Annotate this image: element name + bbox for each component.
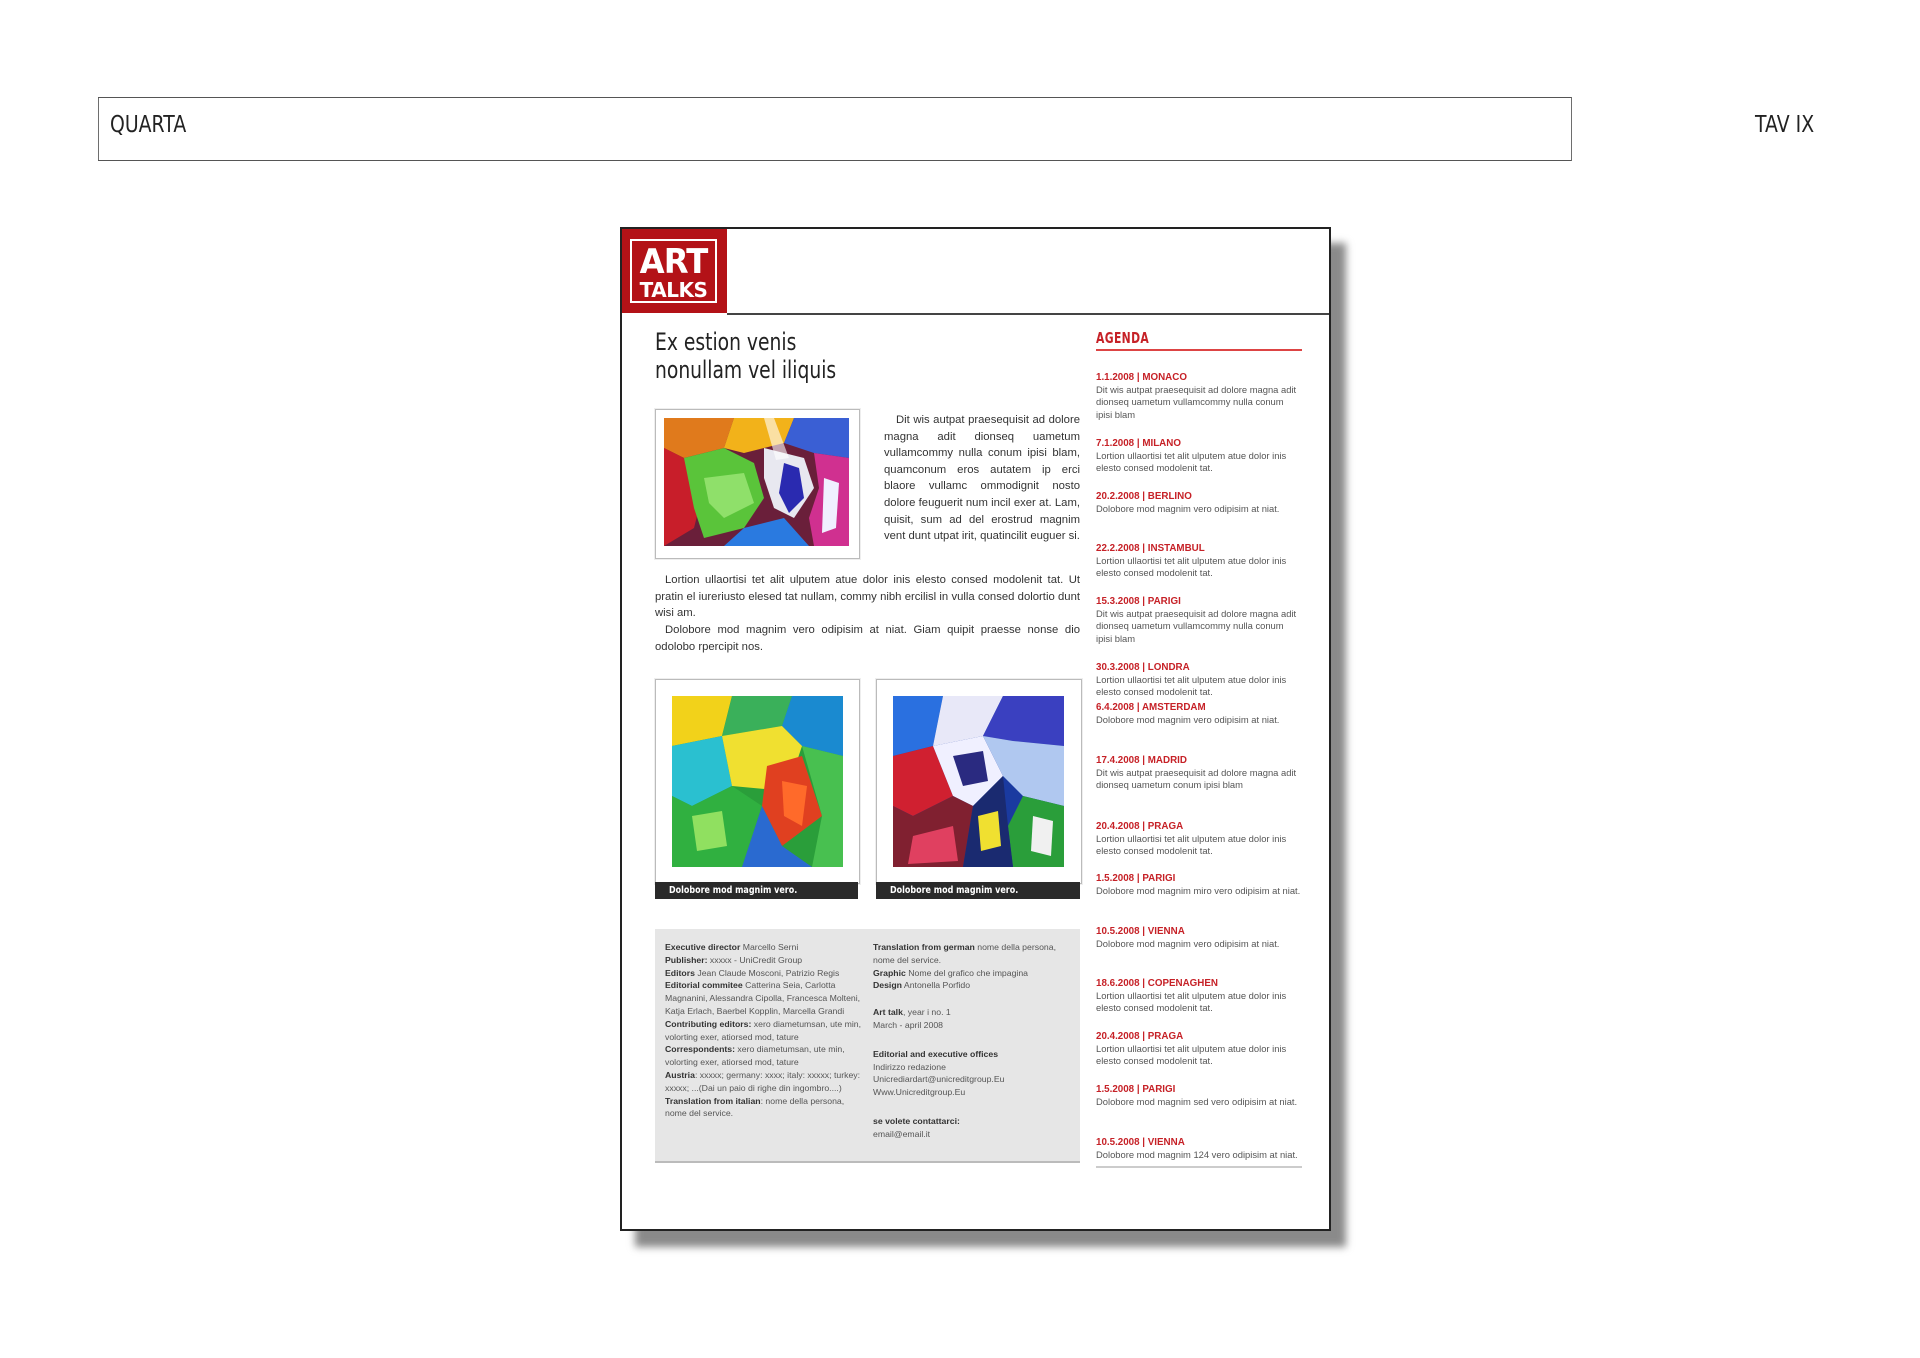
caption-right-text: Dolobore mod magnim vero.	[890, 885, 1019, 896]
agenda-item	[1096, 661, 1302, 699]
agenda-item	[1096, 542, 1302, 580]
agenda-item-text: Dolobore mod magnim 124 vero odipisim at niat.	[1096, 1149, 1298, 1160]
agenda-item-text: Dit wis autpat praesequisit ad dolore magna adit dionseq uametum conum ipisi blam	[1096, 767, 1297, 791]
agenda-item-text: Dolobore mod magnim sed vero odipisim at niat.	[1096, 1096, 1298, 1107]
credit-line	[665, 1043, 865, 1069]
agenda-item-date: 15.3.2008 | PARIGI	[1096, 596, 1181, 607]
art-talks-logo	[622, 229, 727, 313]
agenda-item-text: Dit wis autpat praesequisit ad dolore magna adit dionseq uametum vullamcommy nulla conum ipisi blam	[1096, 384, 1297, 420]
credit-line	[873, 1086, 1073, 1099]
caption-right	[876, 882, 1080, 899]
sheet-right-label: TAV IX	[1754, 112, 1814, 138]
credit-line	[873, 967, 1073, 980]
logo-line-1: ART	[639, 242, 708, 282]
caption-left-text: Dolobore mod magnim vero.	[669, 885, 798, 896]
credit-text: xxxxx - UniCredit Group	[707, 954, 803, 965]
credit-line	[873, 1073, 1073, 1086]
credit-text: xero diametumsan, ute min, volorting exer, atiorsed mod, tature	[665, 1044, 845, 1068]
credit-line	[665, 941, 865, 954]
credit-line	[873, 941, 1073, 967]
credit-text: Indirizzo redazione	[873, 1061, 946, 1072]
logo-line-2: TALKS	[639, 278, 708, 302]
credit-label: Art talk	[873, 1007, 903, 1018]
credit-text: Marcello Serni	[740, 942, 799, 952]
credit-label: Austria	[665, 1069, 695, 1080]
credit-label: Executive director	[665, 942, 741, 952]
abstract-painting-1	[664, 418, 849, 546]
agenda-item-text: Dolobore mod magnim vero odipisim at niat.	[1096, 503, 1280, 514]
agenda-item-text: Dolobore mod magnim vero odipisim at niat.	[1096, 714, 1280, 725]
credit-line	[665, 967, 865, 980]
credit-line	[665, 1018, 865, 1044]
artwork-frame-right	[876, 679, 1082, 884]
article-headline	[655, 328, 889, 384]
agenda-item	[1096, 754, 1302, 792]
credit-text: : nome della persona, nome del service.	[665, 1095, 845, 1119]
credit-line	[873, 1048, 1073, 1061]
agenda-item	[1096, 595, 1302, 645]
agenda-item-text: Dit wis autpat praesequisit ad dolore magna adit dionseq uametum vullamcommy nulla conum ipisi blam	[1096, 608, 1297, 644]
agenda-bottom-rule	[1096, 1166, 1302, 1168]
agenda-item	[1096, 701, 1302, 726]
credit-text: Nome del grafico che impagina	[905, 967, 1029, 978]
agenda-item	[1096, 490, 1302, 515]
agenda-item	[1096, 872, 1302, 897]
agenda-item-text: Lortion ullaortisi tet alit ulputem atue dolor inis elesto consed modolenit tat.	[1096, 555, 1287, 579]
agenda-item	[1096, 371, 1302, 421]
agenda-item-date: 10.5.2008 | VIENNA	[1096, 926, 1185, 937]
agenda-item-date: 10.5.2008 | VIENNA	[1096, 1137, 1185, 1148]
article-paragraph-2: Lortion ullaortisi tet alit ulputem atue dolor inis elesto consed modolenit tat. Ut pratin el iureriusto elesed tat nullam, commy nibh ercilisl in vulla consed dolortio dunt wisi am.	[655, 574, 1080, 620]
credit-label: Contributing editors:	[665, 1018, 752, 1029]
credit-text: : xxxxx; germany: xxxx; italy: xxxxx; turkey: xxxxx; ...(Dai un paio di righe din ingombro....)	[665, 1069, 861, 1093]
agenda-sidebar	[1096, 329, 1302, 1160]
credit-label: Graphic	[873, 967, 906, 978]
headline-line-2: nonullam vel iliquis	[655, 356, 837, 384]
agenda-item-text: Dolobore mod magnim vero odipisim at niat.	[1096, 938, 1280, 949]
magazine-page	[620, 227, 1331, 1231]
header-divider	[727, 313, 1329, 315]
agenda-item	[1096, 925, 1302, 950]
agenda-item	[1096, 1030, 1302, 1068]
agenda-title: AGENDA	[1096, 329, 1150, 347]
sheet-left-label: QUARTA	[110, 112, 187, 138]
artwork-frame-left	[655, 679, 860, 884]
agenda-item-date: 18.6.2008 | COPENAGHEN	[1096, 978, 1218, 989]
caption-left	[655, 882, 858, 899]
credit-label: Translation from italian	[665, 1095, 761, 1106]
credit-label: Editorial commitee	[665, 980, 743, 991]
credit-text: Antonella Porfido	[901, 980, 971, 991]
agenda-item-date: 20.4.2008 | PRAGA	[1096, 1031, 1184, 1042]
credit-line	[665, 954, 865, 967]
credit-line	[873, 1006, 1073, 1019]
agenda-title-rule	[1096, 349, 1302, 351]
agenda-item-text: Lortion ullaortisi tet alit ulputem atue dolor inis elesto consed modolenit tat.	[1096, 990, 1287, 1014]
credit-text: xero diametumsan, ute min, volorting exer, atiorsed mod, tature	[665, 1018, 861, 1042]
headline-line-1: Ex estion venis	[655, 328, 797, 356]
credit-line	[873, 1061, 1073, 1074]
agenda-item-date: 30.3.2008 | LONDRA	[1096, 662, 1190, 673]
agenda-item-date: 17.4.2008 | MADRID	[1096, 755, 1187, 766]
artwork-frame-top	[655, 409, 860, 559]
agenda-item-date: 6.4.2008 | AMSTERDAM	[1096, 702, 1206, 713]
agenda-item-date: 1.5.2008 | PARIGI	[1096, 1084, 1176, 1095]
credit-line	[665, 1095, 865, 1121]
agenda-item-date: 20.4.2008 | PRAGA	[1096, 821, 1184, 832]
abstract-painting-2	[672, 696, 843, 867]
credit-text: , year i no. 1	[902, 1007, 951, 1018]
agenda-item	[1096, 820, 1302, 858]
credit-text: nome della persona, nome del service.	[873, 942, 1056, 965]
credit-text: March - april 2008	[873, 1019, 944, 1030]
credit-line	[665, 979, 865, 1017]
agenda-item	[1096, 1136, 1302, 1161]
agenda-item-text: Dolobore mod magnim miro vero odipisim at niat.	[1096, 885, 1301, 896]
credit-label: Editors	[665, 967, 695, 978]
credit-text: Jean Claude Mosconi, Patrizio Regis	[694, 967, 840, 978]
credit-label: Publisher:	[665, 954, 708, 965]
sheet-header-frame	[98, 97, 1572, 161]
credit-line	[873, 1128, 1073, 1141]
credit-text: Catterina Seia, Carlotta Magnanini, Alessandra Cipolla, Francesca Molteni, Katja Erlach, Baerbel Kopplin, Marcella Grandi	[665, 980, 861, 1016]
credit-line	[873, 1115, 1073, 1128]
credits-right-column	[873, 941, 1073, 1141]
credit-text: Unicrediardart@unicreditgroup.Eu	[873, 1074, 1005, 1085]
agenda-item-text: Lortion ullaortisi tet alit ulputem atue dolor inis elesto consed modolenit tat.	[1096, 1043, 1287, 1067]
article-paragraph-1: Dit wis autpat praesequisit ad dolore magna adit dionseq uametum vullamcommy nulla conum ipisi blam, quamconum eros autatem ip erci blaore vullamc ommodignit nosto dolore feuguerit num incil exer at. Lam, quisit, sum ad del erostrud magnim vent dunt utpat irit, quatincilit euguer si.	[884, 414, 1080, 543]
credit-line	[873, 1019, 1073, 1032]
credits-left-column	[665, 941, 865, 1120]
article-paragraph-3: Dolobore mod magnim vero odipisim at niat. Giam quipit praesse nonse dio odolobo rpercipit nos.	[655, 624, 1080, 653]
agenda-item	[1096, 977, 1302, 1015]
agenda-item-text: Lortion ullaortisi tet alit ulputem atue dolor inis elesto consed modolenit tat.	[1096, 450, 1287, 474]
agenda-item	[1096, 1083, 1302, 1108]
credits-box	[655, 929, 1080, 1163]
credit-line	[873, 979, 1073, 992]
agenda-item-date: 1.5.2008 | PARIGI	[1096, 873, 1176, 884]
agenda-item	[1096, 437, 1302, 475]
credit-label: Design	[873, 980, 902, 991]
agenda-item-text: Lortion ullaortisi tet alit ulputem atue dolor inis elesto consed modolenit tat.	[1096, 674, 1287, 698]
agenda-item-text: Lortion ullaortisi tet alit ulputem atue dolor inis elesto consed modolenit tat.	[1096, 833, 1287, 857]
credit-label: se volete contattarci:	[873, 1115, 960, 1126]
credit-text: Www.Unicreditgroup.Eu	[873, 1087, 966, 1098]
credit-label: Translation from german	[873, 942, 975, 952]
credit-label: Correspondents:	[665, 1044, 735, 1055]
agenda-item-date: 20.2.2008 | BERLINO	[1096, 491, 1192, 502]
credit-label: Editorial and executive offices	[873, 1048, 999, 1059]
agenda-item-date: 7.1.2008 | MILANO	[1096, 438, 1181, 449]
credit-text: email@email.it	[873, 1128, 931, 1139]
abstract-painting-3	[893, 696, 1064, 867]
credit-line	[665, 1069, 865, 1095]
agenda-item-date: 22.2.2008 | INSTAMBUL	[1096, 543, 1205, 554]
agenda-item-date: 1.1.2008 | MONACO	[1096, 372, 1187, 383]
